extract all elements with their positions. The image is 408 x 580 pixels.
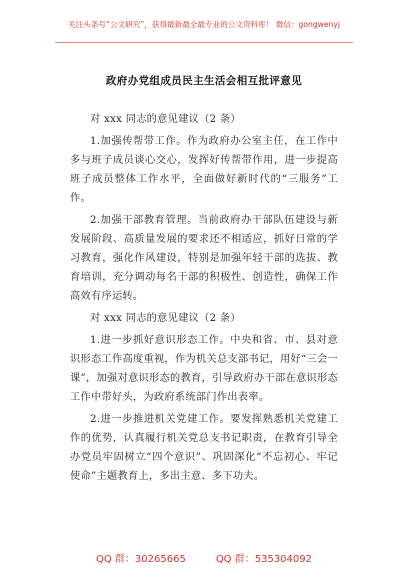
body-paragraph: 2.进一步推进机关党建工作。要发挥熟悉机关党建工作的优势，认真履行机关党总支书记职责，在教育引导全办党员牢固树立“四个意识”、巩固深化“不忘初心、牢记使命”主题教育上，多出主意、多下功夫。 — [70, 414, 338, 482]
footer-qq-group-1: QQ 群：30265665 — [95, 554, 186, 565]
document-title: 政府办党组成员民主生活会相互批评意见 — [105, 75, 303, 87]
header-promo-note: 关注头条号“公文研究”，获得最新最全最专业的公文资料库！ 微信：gongwenyj — [68, 20, 340, 29]
body-paragraph: 1.加强传帮带工作。作为政府办公室主任，在工作中多与班子成员谈心交心，发挥好传帮带作用，进一步提高班子成员整体工作水平，全面做好新时代的“三服务”工作。 — [70, 136, 338, 204]
footer-qq-group-2: QQ 群：535304092 — [215, 554, 312, 565]
body-paragraph: 1.进一步抓好意识形态工作。中央和省、市、县对意识形态工作高度重视，作为机关总支部书记，用好“三会一课”，加强对意识形态的教育，引导政府办干部在意识形态工作中带好头，为政府系统部门作出表率。 — [70, 335, 338, 403]
body-paragraph: 2.加强干部教育管理。当前政府办干部队伍建设与新发展阶段、高质量发展的要求还不相适应，抓好日常的学习教育，强化作风建设，特别是加强年轻干部的选拔、教育培训，充分调动每名干部的积极性、创造性，确保工作高效有序运转。 — [70, 215, 338, 302]
document-body — [70, 110, 338, 489]
footer-contact — [0, 550, 408, 565]
section-heading: 对 xxx 同志的意见建议（2 条） — [90, 114, 241, 125]
header-divider — [55, 42, 353, 43]
section-heading: 对 xxx 同志的意见建议（2 条） — [90, 313, 241, 324]
